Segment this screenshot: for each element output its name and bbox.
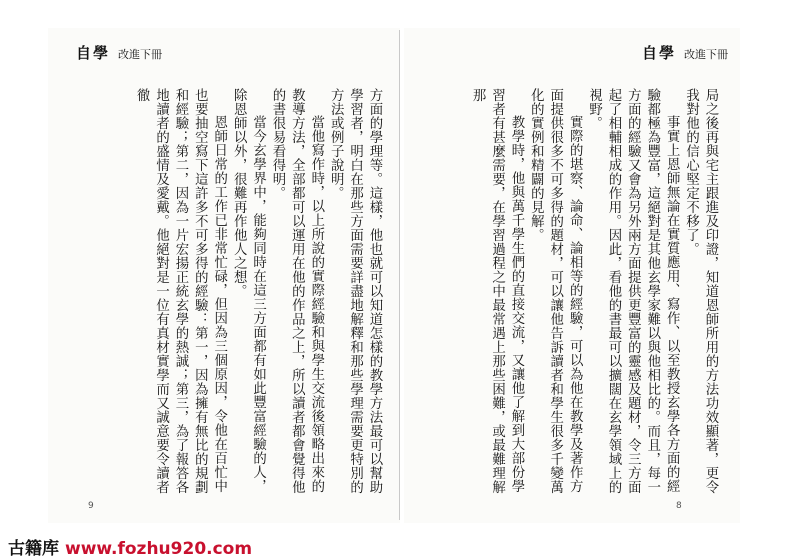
paragraph: 局之後再與宅主跟進及印證，知道恩師所用的方法功效顯著，更令我對他的信心堅定不移了。 — [683, 88, 718, 494]
right-header-word: 自學 — [642, 44, 677, 62]
right-page-number: 8 — [676, 501, 682, 511]
left-header-tag: 改進下冊 — [118, 48, 163, 61]
left-page-text — [54, 88, 384, 498]
right-header-tag: 改進下冊 — [684, 48, 729, 61]
footer-site-url[interactable]: www.fozhu920.com — [65, 539, 253, 559]
left-header-word: 自學 — [76, 44, 111, 62]
left-page-number: 9 — [88, 501, 94, 511]
book-spine — [399, 30, 400, 520]
paragraph: 事實上恩師無論在實質應用、寫作、以至教授玄學各方面的經驗都極為豐富，這絕對是其他玄學家難以與他相比的。而且，每一方面的經驗又會為另外兩方面提供更豐富的靈感及題材，令三方面起了相輔相成的作用。因此，看他的書最可以擴闊在玄學領域上的視野。 — [586, 88, 680, 494]
paragraph: 恩師日常的工作已非常忙碌，但因為三個原因，令他在百忙中也要抽空寫下這許多不可多得的經驗：第一，因為擁有無比的規劃和經驗；第二，因為一片宏揚正統玄學的熱誠；第三，為了報答各地讀者的盛情及愛戴。他絕對是一位有真材實學而又誠意要令讀者徹 — [134, 88, 227, 494]
right-page-text — [420, 88, 720, 498]
paragraph: 方面的學理等。這樣，他也就可以知道怎樣的教學方法最可以幫助學習者，明白在那些方面需要詳盡地解釋和那些學理需要更特別的方法或例子說明。 — [328, 88, 382, 494]
paragraph: 當今玄學界中，能夠同時在這三方面都有如此豐富經驗的人，除恩師以外，很難再作他人之想。 — [231, 88, 266, 493]
paragraph: 教學時，他與萬千學生們的直接交流，又讓他了解到大部份學習者有甚麼需要，在學習過程之中最常遇上那些困難，或最難理解那 — [470, 88, 524, 494]
left-page-header — [76, 42, 162, 63]
paragraph: 實際的堪察、論命、論相等的經驗，可以為他在教學及著作方面提供很多不可多得的題材，可以讓他告訴讀者和學生很多千變萬化的實例和精闢的見解。 — [528, 88, 583, 494]
footer-site-name: 古籍库 — [8, 539, 59, 559]
paragraph: 當他寫作時，以上所說的實際經驗和與學生交流後領略出來的教導方法，全部都可以運用在他的作品之上，所以讀者都會覺得他的書很易看得明。 — [269, 88, 324, 494]
right-page-header — [642, 42, 728, 63]
left-page — [48, 28, 400, 523]
footer-watermark[interactable] — [8, 534, 252, 559]
right-page — [404, 28, 740, 523]
